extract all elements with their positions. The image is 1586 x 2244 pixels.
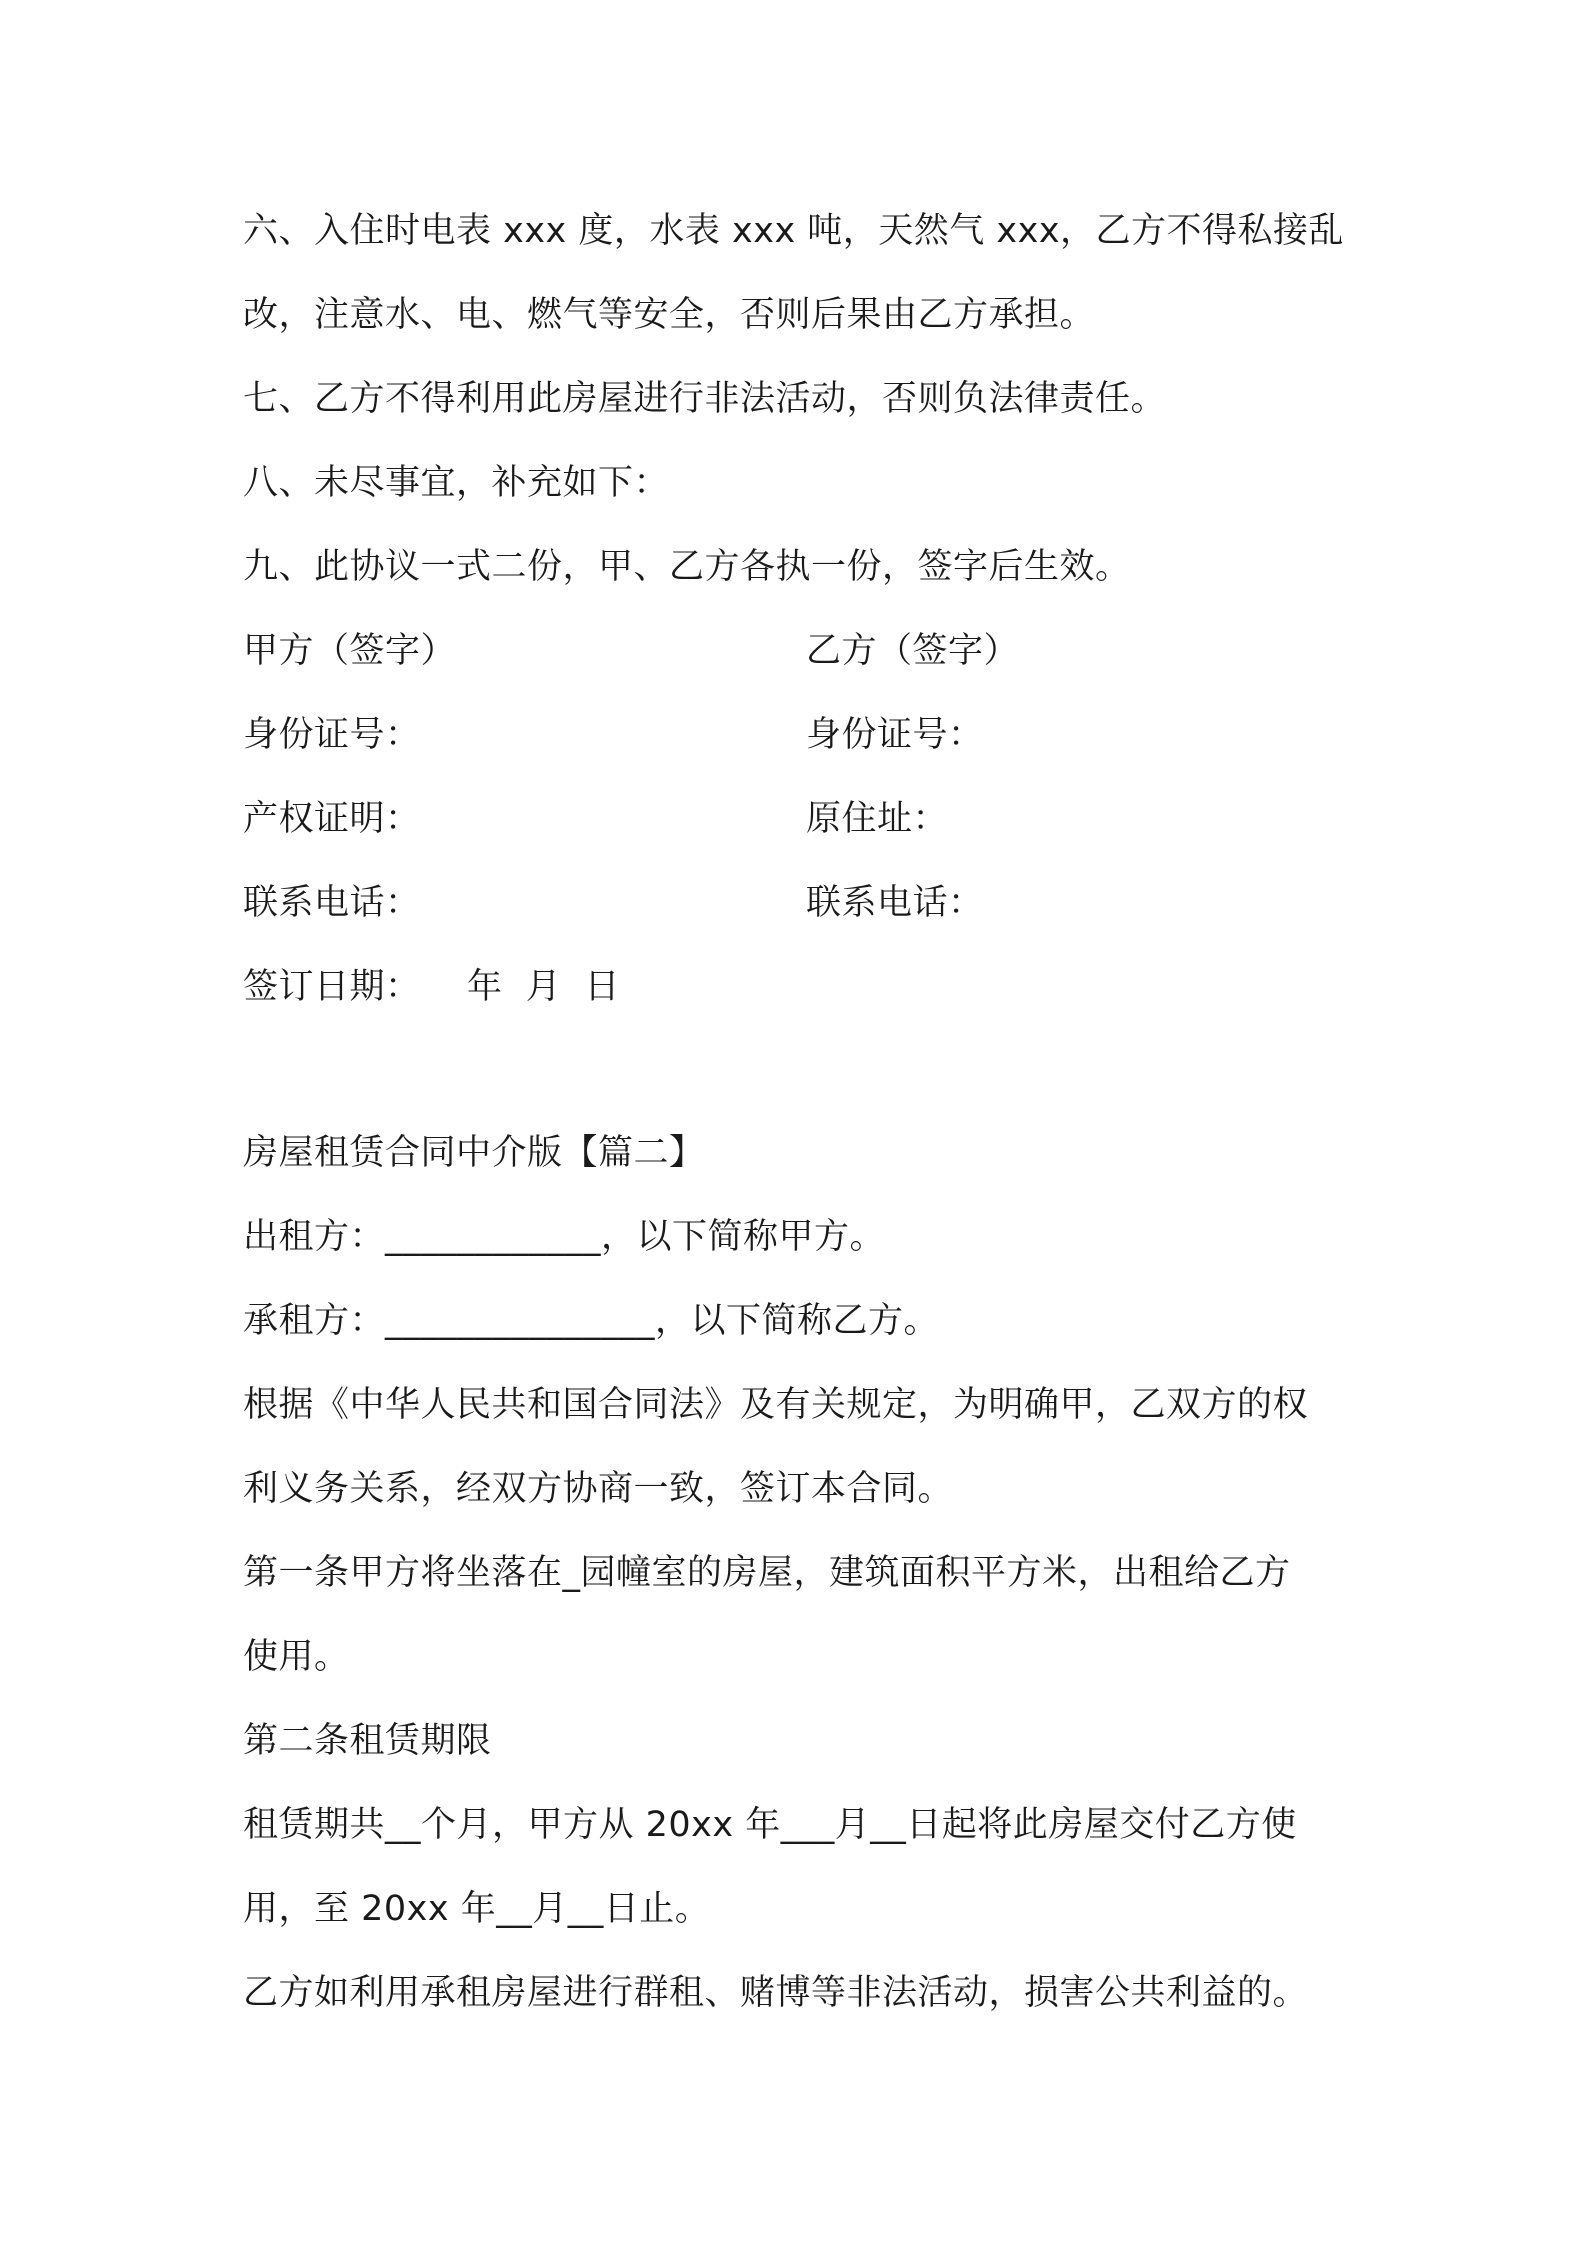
party-a-signature: 甲方（签字）	[243, 631, 457, 671]
party-a-phone: 联系电话：	[243, 883, 421, 923]
clause-eight: 八、未尽事宜，补充如下：	[243, 463, 670, 503]
article-one-line-2: 使用。	[243, 1637, 350, 1677]
sign-date: 签订日期： 年 月 日	[243, 967, 621, 1007]
party-a-property-proof: 产权证明：	[243, 799, 421, 839]
clause-seven: 七、乙方不得利用此房屋进行非法活动，否则负法律责任。	[243, 379, 1167, 419]
party-b-original-address: 原住址：	[806, 799, 949, 839]
term-line-2: 用，至 20xx 年__月__日止。	[243, 1889, 711, 1929]
article-one-line-1: 第一条甲方将坐落在_园幢室的房屋，建筑面积平方米，出租给乙方	[243, 1553, 1291, 1593]
party-b-signature: 乙方（签字）	[806, 631, 1020, 671]
party-b-id-number: 身份证号：	[806, 715, 984, 755]
lessor-line: 出租方：____________，以下简称甲方。	[243, 1217, 886, 1257]
intro-line-2: 利义务关系，经双方协商一致，签订本合同。	[243, 1469, 954, 1509]
section-two-title: 房屋租赁合同中介版【篇二】	[243, 1133, 705, 1173]
clause-six-line-1: 六、入住时电表 xxx 度，水表 xxx 吨，天然气 xxx，乙方不得私接乱	[243, 211, 1345, 251]
party-a-id-number: 身份证号：	[243, 715, 421, 755]
illegal-use-clause: 乙方如利用承租房屋进行群租、赌博等非法活动，损害公共利益的。	[243, 1973, 1309, 2013]
clause-six-line-2: 改，注意水、电、燃气等安全，否则后果由乙方承担。	[243, 295, 1096, 335]
article-two-title: 第二条租赁期限	[243, 1721, 492, 1761]
clause-nine: 九、此协议一式二份，甲、乙方各执一份，签字后生效。	[243, 547, 1131, 587]
lessee-line: 承租方：_______________，以下简称乙方。	[243, 1301, 940, 1341]
intro-line-1: 根据《中华人民共和国合同法》及有关规定，为明确甲，乙双方的权	[243, 1385, 1309, 1425]
term-line-1: 租赁期共__个月，甲方从 20xx 年___月__日起将此房屋交付乙方使	[243, 1805, 1297, 1845]
party-b-phone: 联系电话：	[806, 883, 984, 923]
